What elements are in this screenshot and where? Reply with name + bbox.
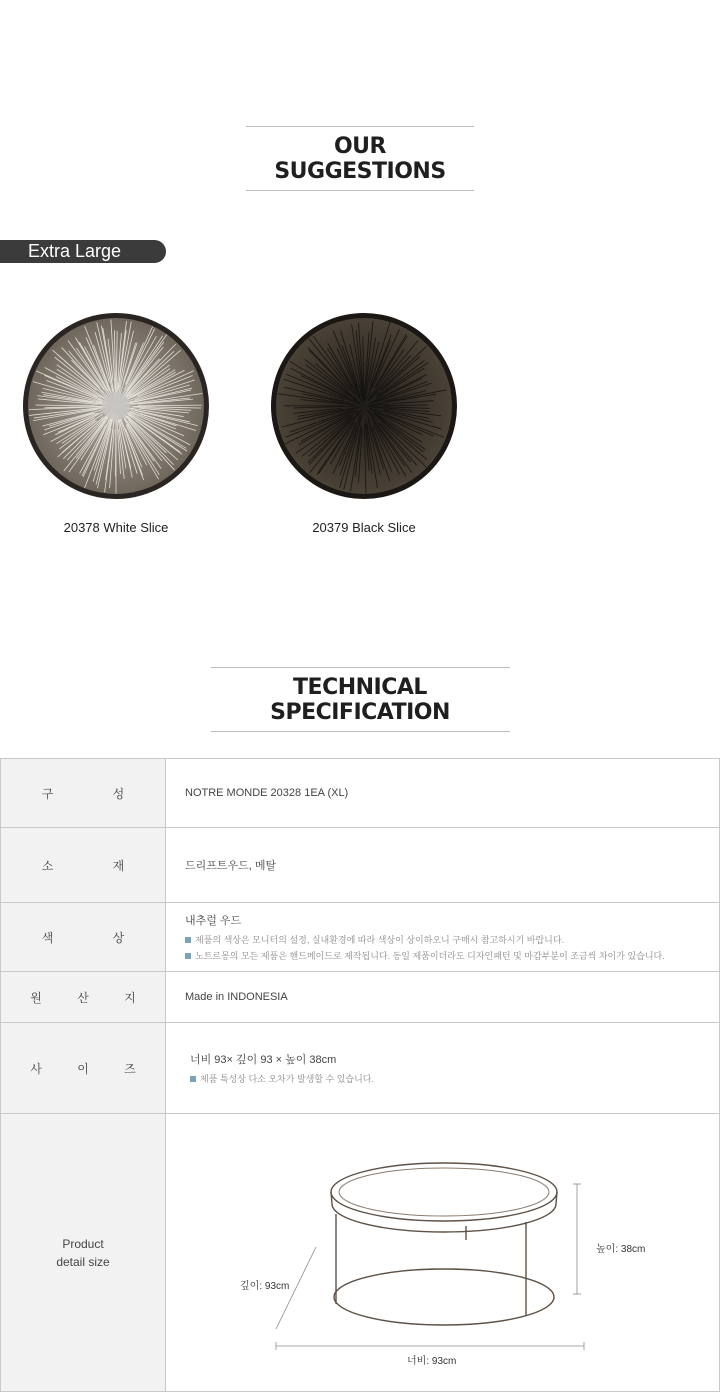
spec-value: 내추럴 우드 제품의 색상은 모니터의 설정, 실내환경에 따라 색상이 상이하오니 구매시 참고하시기 바랍니다. 노트르몽의 모든 제품은 핸드메이드로 제작됩니다. 동일 제품이더라도 디자인패턴 및 마감부분이 조금씩 차이가 있습니다.: [166, 903, 720, 972]
spec-row-size: [1, 1023, 720, 1114]
depth-label: 깊이: 93cm: [240, 1281, 290, 1292]
note-item: 제품 특성상 다소 오차가 발생할 수 있습니다.: [190, 1072, 719, 1085]
note-item: 제품의 색상은 모니터의 설정, 실내환경에 따라 색상이 상이하오니 구매시 참고하시기 바랍니다.: [185, 933, 719, 946]
product-caption[interactable]: 20378 White Slice: [63, 520, 169, 535]
product-dimension-diagram: [166, 1114, 720, 1391]
bullet-square-icon: [190, 1076, 196, 1082]
spec-row-detail-size: [1, 1114, 720, 1392]
spec-value: Made in INDONESIA: [166, 972, 720, 1023]
black-slice-tray-image[interactable]: [270, 312, 458, 500]
spec-label: 사 이 즈: [1, 1023, 166, 1114]
spec-label: 원 산 지: [1, 972, 166, 1023]
size-tab-extra-large[interactable]: Extra Large: [0, 240, 166, 263]
note-item: 노트르몽의 모든 제품은 핸드메이드로 제작됩니다. 동일 제품이더라도 디자인패턴 및 마감부분이 조금씩 차이가 있습니다.: [185, 949, 719, 962]
spec-label: Product detail size: [1, 1114, 166, 1392]
spec-table: [0, 758, 720, 1392]
white-slice-tray-image[interactable]: [22, 312, 210, 500]
suggestions-title: OUR SUGGESTIONS: [246, 126, 474, 191]
spec-label: 소 재: [1, 828, 166, 903]
specification-title: TECHNICAL SPECIFICATION: [211, 667, 510, 732]
bullet-square-icon: [185, 937, 191, 943]
spec-value: [166, 1114, 720, 1392]
spec-value: 드리프트우드, 메탈: [166, 828, 720, 903]
spec-label: 색 상: [1, 903, 166, 972]
width-label: 너비: 93cm: [407, 1356, 457, 1367]
spec-row-color: [1, 903, 720, 972]
spec-row-composition: [1, 759, 720, 828]
spec-value: NOTRE MONDE 20328 1EA (XL): [166, 759, 720, 828]
suggestions-heading: [0, 126, 720, 191]
product-card-white-slice[interactable]: [22, 312, 210, 535]
spec-value: 너비 93× 깊이 93 × 높이 38cm 제품 특성상 다소 오차가 발생할 수 있습니다.: [166, 1023, 720, 1114]
height-label: 높이: 38cm: [596, 1244, 646, 1255]
product-card-black-slice[interactable]: [270, 312, 458, 535]
spec-row-material: [1, 828, 720, 903]
spec-label: 구 성: [1, 759, 166, 828]
spec-row-origin: [1, 972, 720, 1023]
specification-heading: [0, 667, 720, 732]
product-caption[interactable]: 20379 Black Slice: [312, 520, 416, 535]
bullet-square-icon: [185, 953, 191, 959]
